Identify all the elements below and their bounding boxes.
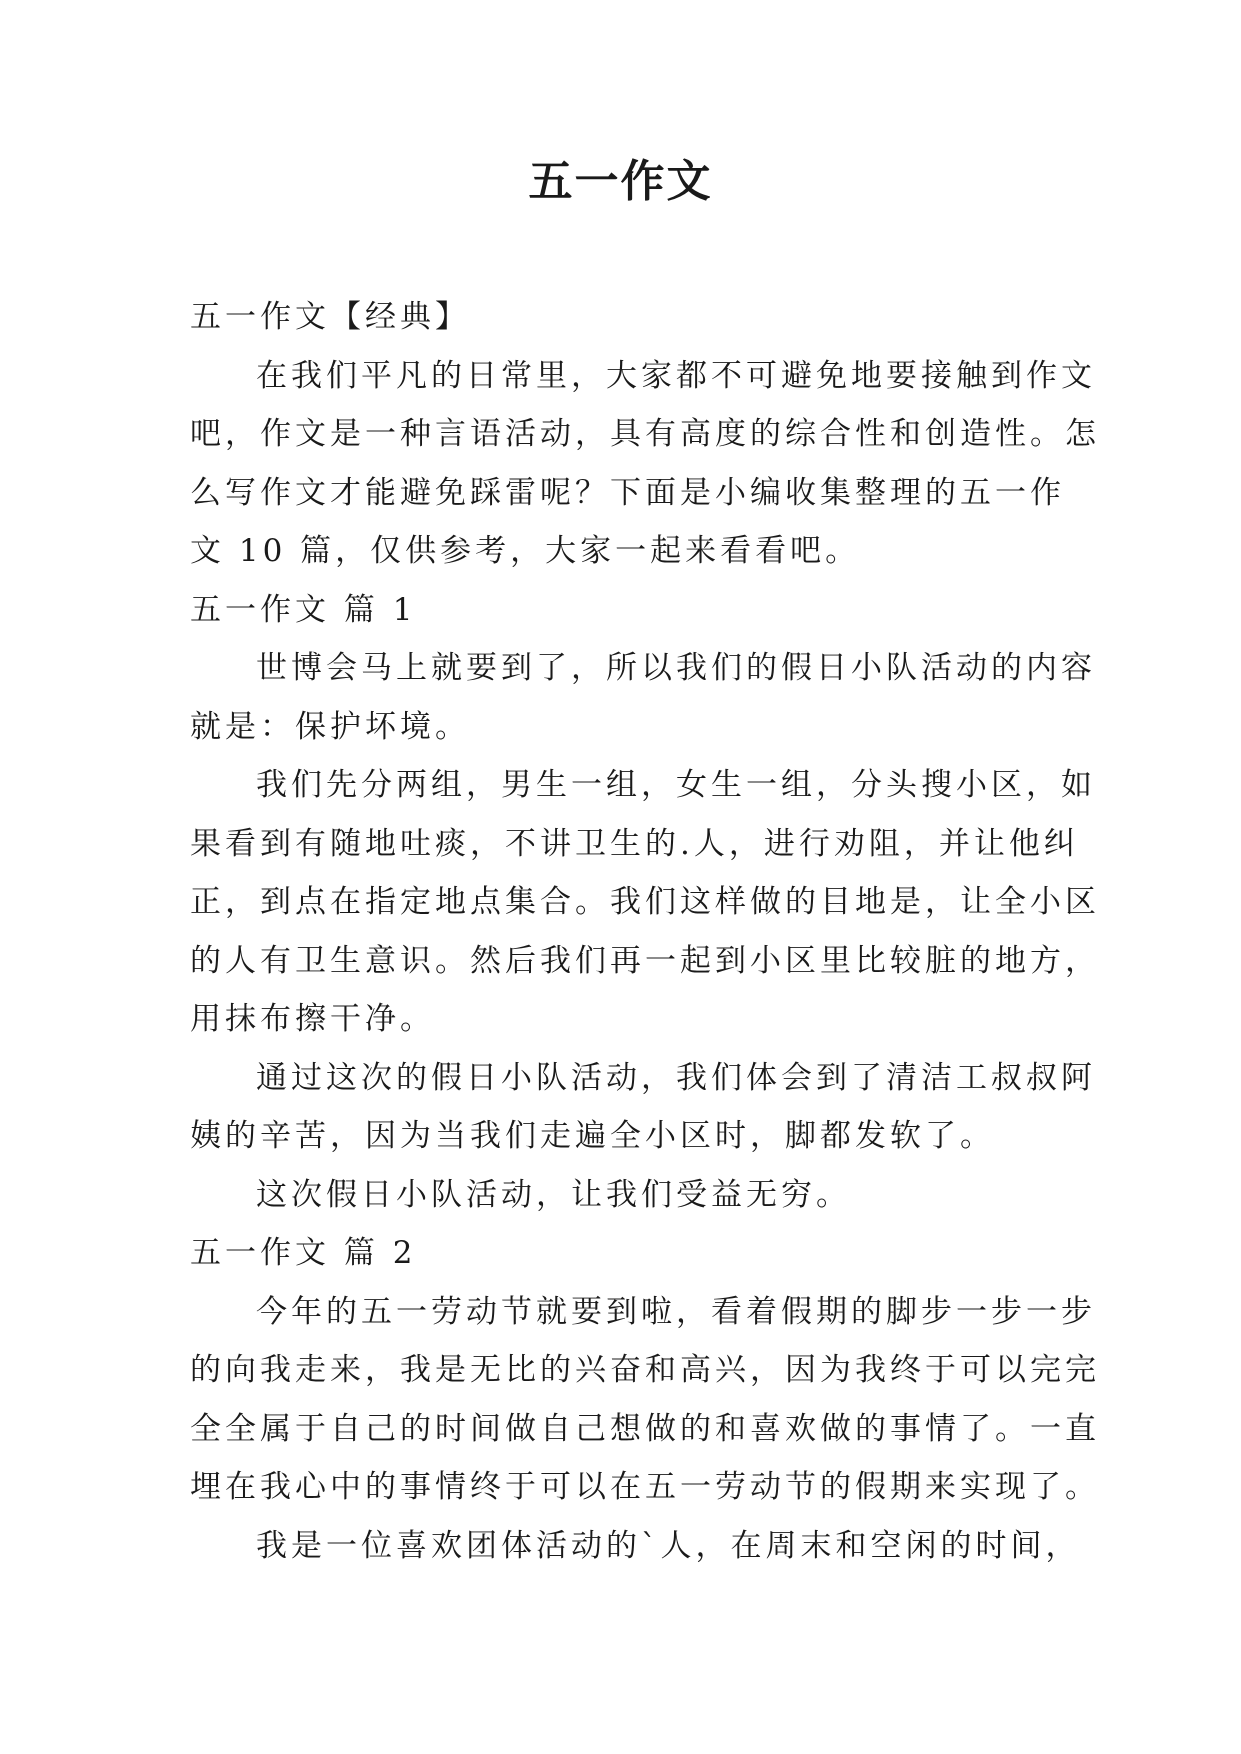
text-line: 用抹布擦干净。 <box>190 1001 435 1037</box>
text-line: 今年的五一劳动节就要到啦，看着假期的脚步一步一步 <box>256 1293 1096 1330</box>
text-line: 我们先分两组，男生一组，女生一组，分头搜小区，如 <box>256 767 1096 803</box>
text-line: 的向我走来，我是无比的兴奋和高兴，因为我终于可以完完 <box>190 1352 1100 1388</box>
text-line: 正，到点在指定地点集合。我们这样做的目地是，让全小区 <box>190 884 1100 920</box>
text-line: 吧，作文是一种言语活动，具有高度的综合性和创造性。怎 <box>190 416 1100 452</box>
text-line: 世博会马上就要到了，所以我们的假日小队活动的内容 <box>256 650 1096 686</box>
text-line: 在我们平凡的日常里，大家都不可避免地要接触到作文 <box>256 357 1096 394</box>
text-line: 我是一位喜欢团体活动的`人，在周末和空闲的时间， <box>256 1527 1081 1564</box>
text-line: 五一作文 篇 1 <box>190 591 417 628</box>
text-line: 通过这次的假日小队活动，我们体会到了清洁工叔叔阿 <box>256 1059 1096 1096</box>
text-line: 这次假日小队活动，让我们受益无穷。 <box>256 1176 851 1213</box>
text-line: 五一作文【经典】 <box>190 299 470 335</box>
text-line: 文 10 篇，仅供参考，大家一起来看看吧。 <box>190 533 861 569</box>
text-line: 埋在我心中的事情终于可以在五一劳动节的假期来实现了。 <box>190 1469 1100 1505</box>
text-line: 么写作文才能避免踩雷呢？下面是小编收集整理的五一作 <box>190 474 1065 511</box>
text-line: 就是：保护坏境。 <box>190 708 470 745</box>
text-line: 姨的辛苦，因为当我们走遍全小区时，脚都发软了。 <box>190 1118 995 1154</box>
text-line: 全全属于自己的时间做自己想做的和喜欢做的事情了。一直 <box>190 1410 1100 1447</box>
page-title: 五一作文 <box>528 156 713 207</box>
text-line: 五一作文 篇 2 <box>190 1235 417 1271</box>
text-line: 的人有卫生意识。然后我们再一起到小区里比较脏的地方， <box>190 942 1100 979</box>
document-body <box>190 288 1100 1575</box>
text-line: 果看到有随地吐痰，不讲卫生的.人，进行劝阻，并让他纠 <box>190 825 1079 862</box>
